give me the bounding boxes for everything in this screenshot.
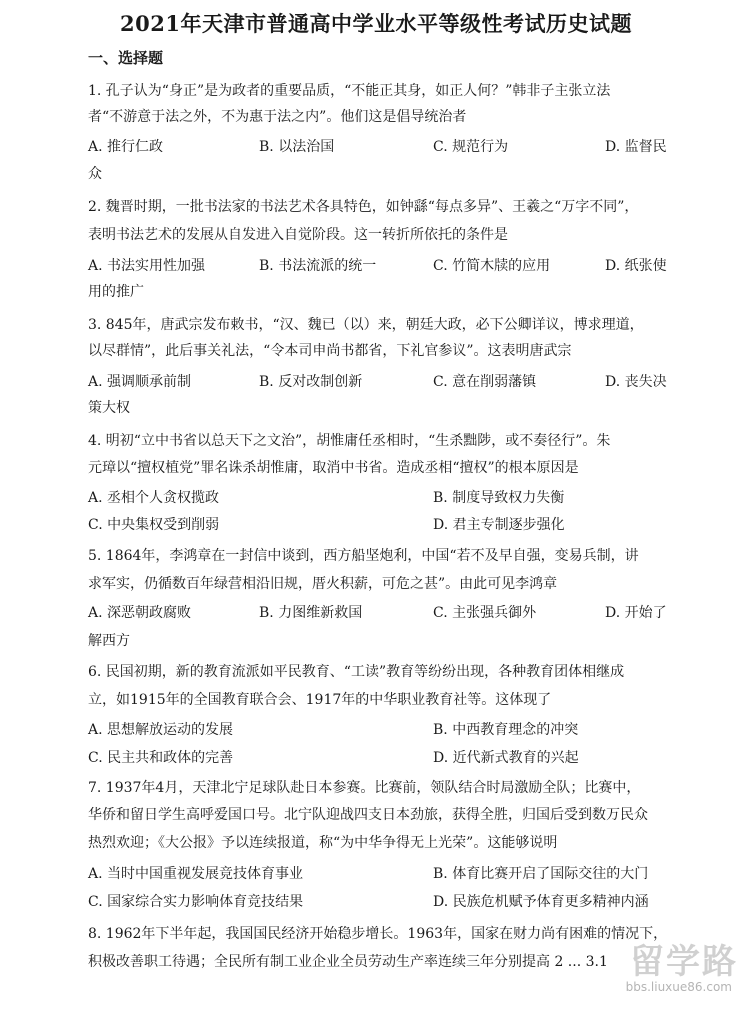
q4-option-b: B. 制度导致权力失衡 (433, 490, 565, 506)
site-watermark (588, 934, 738, 994)
question-6-line-1: 6. 民国初期，新的教育流派如平民教育、“工读”教育等纷纷出现，各种教育团体相继成 (88, 664, 625, 680)
watermark-logo-text: 留学路 (630, 942, 738, 982)
question-3-line-1: 3. 845年，唐武宗发布敕书，“汉、魏已（以）来，朝廷大政，必下公卿详议，博求理道， (88, 317, 644, 333)
q3-option-d: D. 丧失决 (605, 374, 667, 390)
question-2-line-1: 2. 魏晋时期，一批书法家的书法艺术各具特色，如钟繇“每点多异”、王羲之“万字不同”， (88, 199, 639, 215)
question-5-line-2: 求军实，仍循数百年绿营相沿旧规，厝火积薪，可危之甚”。由此可见李鸿章 (88, 576, 558, 592)
question-8-line-1: 8. 1962年下半年起，我国国民经济开始稳步增长。1963年，国家在财力尚有困难的情况下， (88, 926, 668, 942)
q5-option-b: B. 力图维新救国 (259, 605, 363, 621)
q5-option-d-continued: 解西方 (88, 633, 130, 649)
q3-option-b: B. 反对改制创新 (259, 374, 363, 390)
q2-option-d: D. 纸张使 (605, 258, 667, 274)
question-7-line-1: 7. 1937年4月，天津北宁足球队赴日本参赛。比赛前，领队结合时局激励全队；比赛中， (88, 780, 641, 796)
question-7-line-3: 热烈欢迎；《大公报》予以连续报道，称“为中华争得无上光荣”。这能够说明 (88, 835, 558, 851)
q2-option-c: C. 竹简木牍的应用 (433, 258, 551, 274)
q5-option-d: D. 开始了 (605, 605, 667, 621)
question-5-line-1: 5. 1864年，李鸿章在一封信中谈到，西方船坚炮利，中国“若不及早自强，变易兵制，讲 (88, 548, 639, 564)
q3-option-a: A. 强调顺承前制 (88, 374, 192, 390)
q2-option-b: B. 书法流派的统一 (259, 258, 377, 274)
question-4-line-1: 4. 明初“立中书省以总天下之文治”，胡惟庸任丞相时，“生杀黜陟，或不奏径行”。朱 (88, 433, 611, 449)
q5-option-a: A. 深恶朝政腐败 (88, 605, 192, 621)
q1-option-b: B. 以法治国 (259, 139, 335, 155)
q3-option-d-continued: 策大权 (88, 400, 130, 416)
question-8-line-2: 积极改善职工待遇；全民所有制工业企业全员劳动生产率连续三年分别提高 2 ... 3.1 (88, 954, 608, 970)
q2-option-d-continued: 用的推广 (88, 284, 144, 300)
q7-option-b: B. 体育比赛开启了国际交往的大门 (433, 866, 649, 882)
question-6-line-2: 立，如1915年的全国教育联合会、1917年的中华职业教育社等。这体现了 (88, 692, 552, 708)
q6-option-d: D. 近代新式教育的兴起 (433, 750, 579, 766)
q6-option-b: B. 中西教育理念的冲突 (433, 722, 579, 738)
q6-option-c: C. 民主共和政体的完善 (88, 750, 234, 766)
q3-option-c: C. 意在削弱藩镇 (433, 374, 537, 390)
q4-option-a: A. 丞相个人贪权揽政 (88, 490, 220, 506)
q5-option-c: C. 主张强兵御外 (433, 605, 537, 621)
q6-option-a: A. 思想解放运动的发展 (88, 722, 234, 738)
section-heading: 一、选择题 (88, 49, 164, 67)
question-3-line-2: 以尽群情”，此后事关礼法，“令本司申尚书都省，下礼官参议”。这表明唐武宗 (88, 343, 572, 359)
question-1-line-2: 者“不游意于法之外，不为惠于法之内”。他们这是倡导统治者 (88, 109, 467, 125)
q7-option-a: A. 当时中国重视发展竞技体育事业 (88, 866, 304, 882)
watermark-url: bbs.liuxue86.com (625, 980, 732, 994)
q7-option-c: C. 国家综合实力影响体育竞技结果 (88, 894, 304, 910)
question-2-line-2: 表明书法艺术的发展从自发进入自觉阶段。这一转折所依托的条件是 (88, 227, 508, 243)
question-7-line-2: 华侨和留日学生高呼爱国口号。北宁队迎战四支日本劲旅，获得全胜，归国后受到数万民众 (88, 807, 648, 823)
q1-option-c: C. 规范行为 (433, 139, 509, 155)
q4-option-c: C. 中央集权受到削弱 (88, 517, 220, 533)
q1-option-d-continued: 众 (88, 166, 102, 182)
question-1-line-1: 1. 孔子认为“身正”是为政者的重要品质，“不能正其身，如正人何？”韩非子主张立法 (88, 83, 611, 99)
q1-option-a: A. 推行仁政 (88, 139, 164, 155)
q4-option-d: D. 君主专制逐步强化 (433, 517, 565, 533)
page-title: 2021年天津市普通高中学业水平等级性考试历史试题 (120, 11, 632, 36)
q1-option-d: D. 监督民 (605, 139, 667, 155)
q2-option-a: A. 书法实用性加强 (88, 258, 206, 274)
q7-option-d: D. 民族危机赋予体育更多精神内涵 (433, 894, 649, 910)
question-4-line-2: 元璋以“擅权植党”罪名诛杀胡惟庸，取消中书省。造成丞相“擅权”的根本原因是 (88, 460, 579, 476)
